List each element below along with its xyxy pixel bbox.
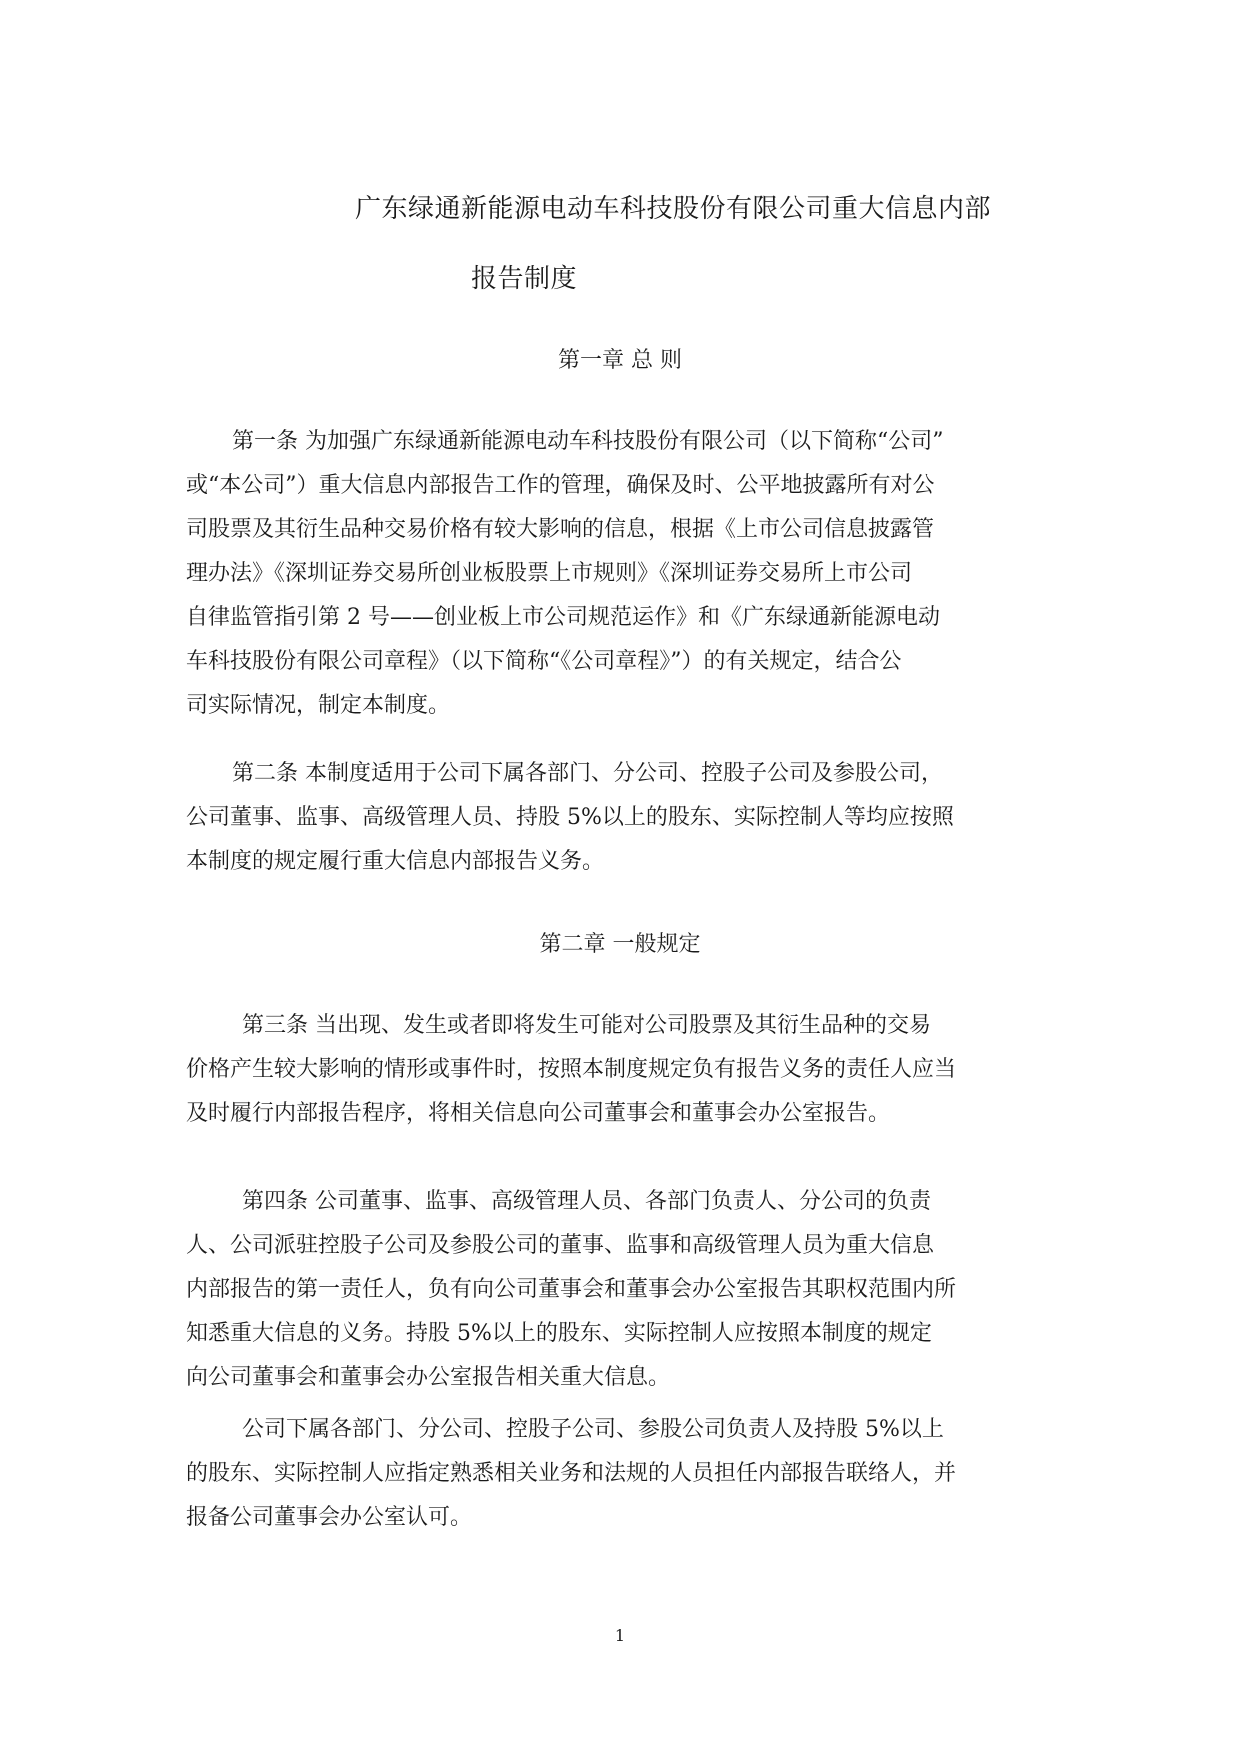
text-line: 知悉重大信息的义务。持股 5%以上的股东、实际控制人应按照本制度的规定 (186, 1321, 932, 1346)
text-line: 司实际情况，制定本制度。 (186, 693, 451, 718)
chapter-heading-2: 第二章 一般规定 (539, 932, 701, 957)
text-line: 第四条 公司董事、监事、高级管理人员、各部门负责人、分公司的负责 (242, 1189, 931, 1214)
article-4-paragraph-2 (186, 1408, 1046, 1540)
text-line: 自律监管指引第 2 号——创业板上市公司规范运作》和《广东绿通新能源电动 (186, 605, 940, 630)
text-line: 人、公司派驻控股子公司及参股公司的董事、监事和高级管理人员为重大信息 (186, 1233, 935, 1258)
text-line: 的股东、实际控制人应指定熟悉相关业务和法规的人员担任内部报告联络人，并 (186, 1461, 957, 1486)
text-line: 公司董事、监事、高级管理人员、持股 5%以上的股东、实际控制人等均应按照 (186, 805, 954, 830)
text-line: 向公司董事会和董事会办公室报告相关重大信息。 (186, 1365, 671, 1390)
text-line: 车科技股份有限公司章程》（以下简称“《公司章程》”）的有关规定，结合公 (186, 649, 902, 674)
article-1 (186, 420, 1046, 728)
text-line: 第一条 为加强广东绿通新能源电动车科技股份有限公司（以下简称“公司” (232, 429, 944, 454)
text-line: 第三条 当出现、发生或者即将发生可能对公司股票及其衍生品种的交易 (242, 1013, 931, 1038)
text-line: 内部报告的第一责任人，负有向公司董事会和董事会办公室报告其职权范围内所 (186, 1277, 957, 1302)
page-number: 1 (614, 1626, 626, 1645)
text-line: 价格产生较大影响的情形或事件时，按照本制度规定负有报告义务的责任人应当 (186, 1057, 957, 1082)
article-3 (186, 1004, 1046, 1136)
text-line: 本制度的规定履行重大信息内部报告义务。 (186, 849, 605, 874)
text-line: 报备公司董事会办公室认可。 (186, 1505, 473, 1530)
text-line: 或“本公司”）重大信息内部报告工作的管理，确保及时、公平地披露所有对公 (186, 473, 935, 498)
text-line: 第二条 本制度适用于公司下属各部门、分公司、控股子公司及参股公司， (232, 761, 943, 786)
chapter-heading-1: 第一章 总 则 (558, 348, 682, 373)
document-title-line-1: 广东绿通新能源电动车科技股份有限公司重大信息内部 (355, 194, 992, 224)
text-line: 理办法》《深圳证券交易所创业板股票上市规则》《深圳证券交易所上市公司 (186, 561, 913, 586)
article-4 (186, 1180, 1046, 1400)
article-2 (186, 752, 1046, 884)
text-line: 及时履行内部报告程序，将相关信息向公司董事会和董事会办公室报告。 (186, 1101, 891, 1126)
document-title-line-2: 报告制度 (471, 264, 578, 294)
text-line: 司股票及其衍生品种交易价格有较大影响的信息，根据《上市公司信息披露管 (186, 517, 935, 542)
text-line: 公司下属各部门、分公司、控股子公司、参股公司负责人及持股 5%以上 (242, 1417, 944, 1442)
